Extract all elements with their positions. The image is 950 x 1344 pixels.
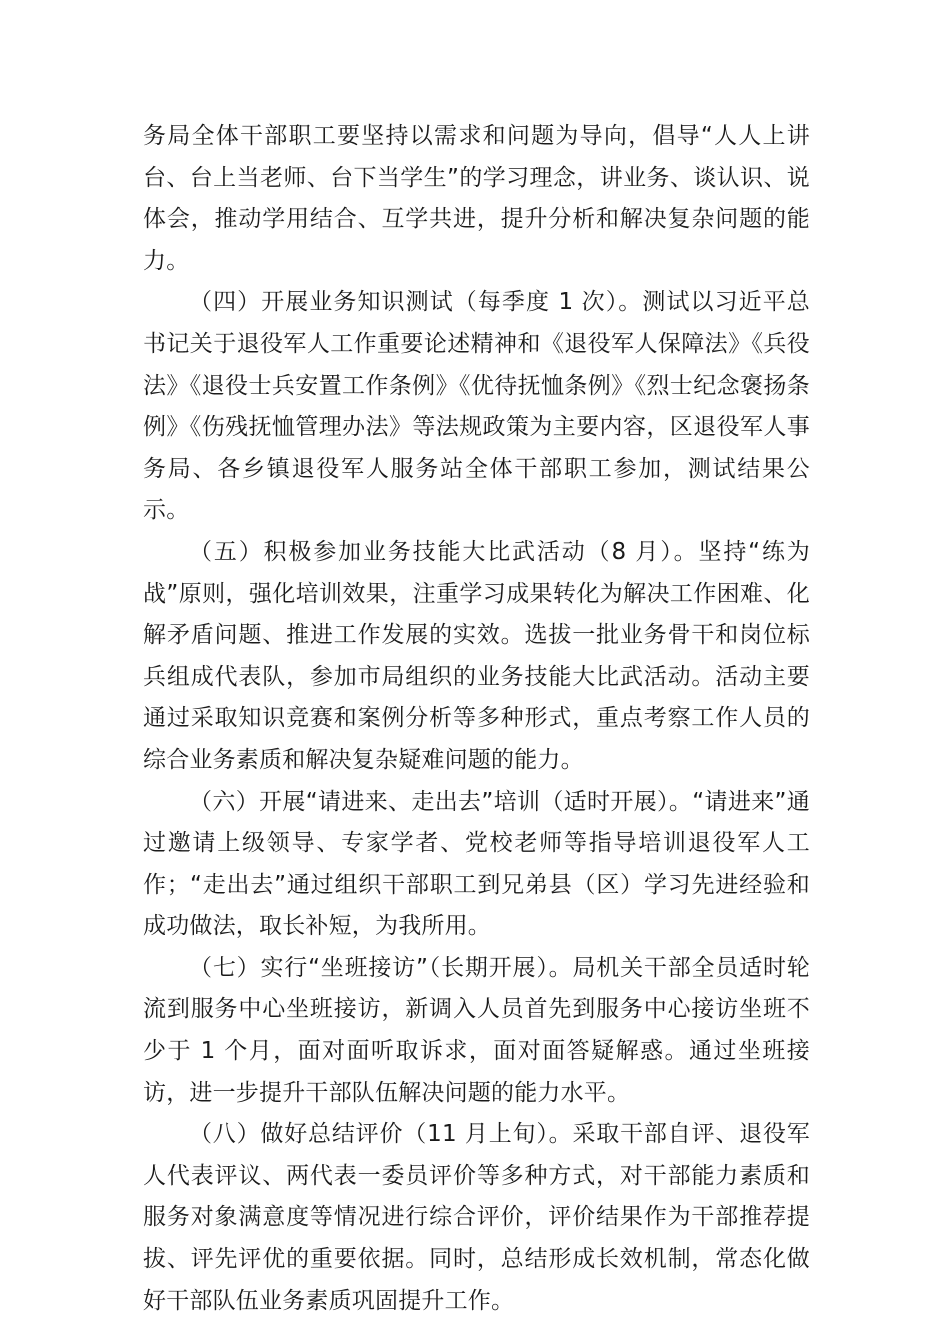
paragraph-section-4-knowledge-test: （四）开展业务知识测试（每季度 1 次）。测试以习近平总书记关于退役军人工作重要论述精神和《退役军人保障法》《兵役法》《退役士兵安置工作条例》《优待抚恤条例》《烈士纪念褒扬条例》《伤残抚恤管理办法》等法规政策为主要内容，区退役军人事务局、各乡镇退役军人服务站全体干部职工参加，测试结果公示。 bbox=[143, 289, 810, 524]
document-body bbox=[143, 116, 810, 1322]
paragraph-section-6-training: （六）开展“请进来、走出去”培训（适时开展）。“请进来”通过邀请上级领导、专家学者、党校老师等指导培训退役军人工作；“走出去”通过组织干部职工到兄弟县（区）学习先进经验和成功做法，取长补短，为我所用。 bbox=[143, 788, 810, 940]
paragraph-section-5-skills-competition: （五）积极参加业务技能大比武活动（8 月）。坚持“练为战”原则，强化培训效果，注重学习成果转化为解决工作困难、化解矛盾问题、推进工作发展的实效。选拔一批业务骨干和岗位标兵组成代表队，参加市局组织的业务技能大比武活动。活动主要通过采取知识竞赛和案例分析等多种形式，重点考察工作人员的综合业务素质和解决复杂疑难问题的能力。 bbox=[143, 538, 810, 773]
paragraph-section-8-evaluation: （八）做好总结评价（11 月上旬）。采取干部自评、退役军人代表评议、两代表一委员评价等多种方式，对干部能力素质和服务对象满意度等情况进行综合评价，评价结果作为干部推荐提拔、评先评优的重要依据。同时，总结形成长效机制，常态化做好干部队伍业务素质巩固提升工作。 bbox=[143, 1121, 810, 1314]
paragraph-continuation: 务局全体干部职工要坚持以需求和问题为导向，倡导“人人上讲台、台上当老师、台下当学生”的学习理念，讲业务、谈认识、说体会，推动学用结合、互学共进，提升分析和解决复杂问题的能力。 bbox=[143, 123, 810, 274]
paragraph-section-7-reception: （七）实行“坐班接访”（长期开展）。局机关干部全员适时轮流到服务中心坐班接访，新调入人员首先到服务中心接访坐班不少于 1 个月，面对面听取诉求，面对面答疑解惑。通过坐班接访，进一步提升干部队伍解决问题的能力水平。 bbox=[143, 954, 810, 1106]
